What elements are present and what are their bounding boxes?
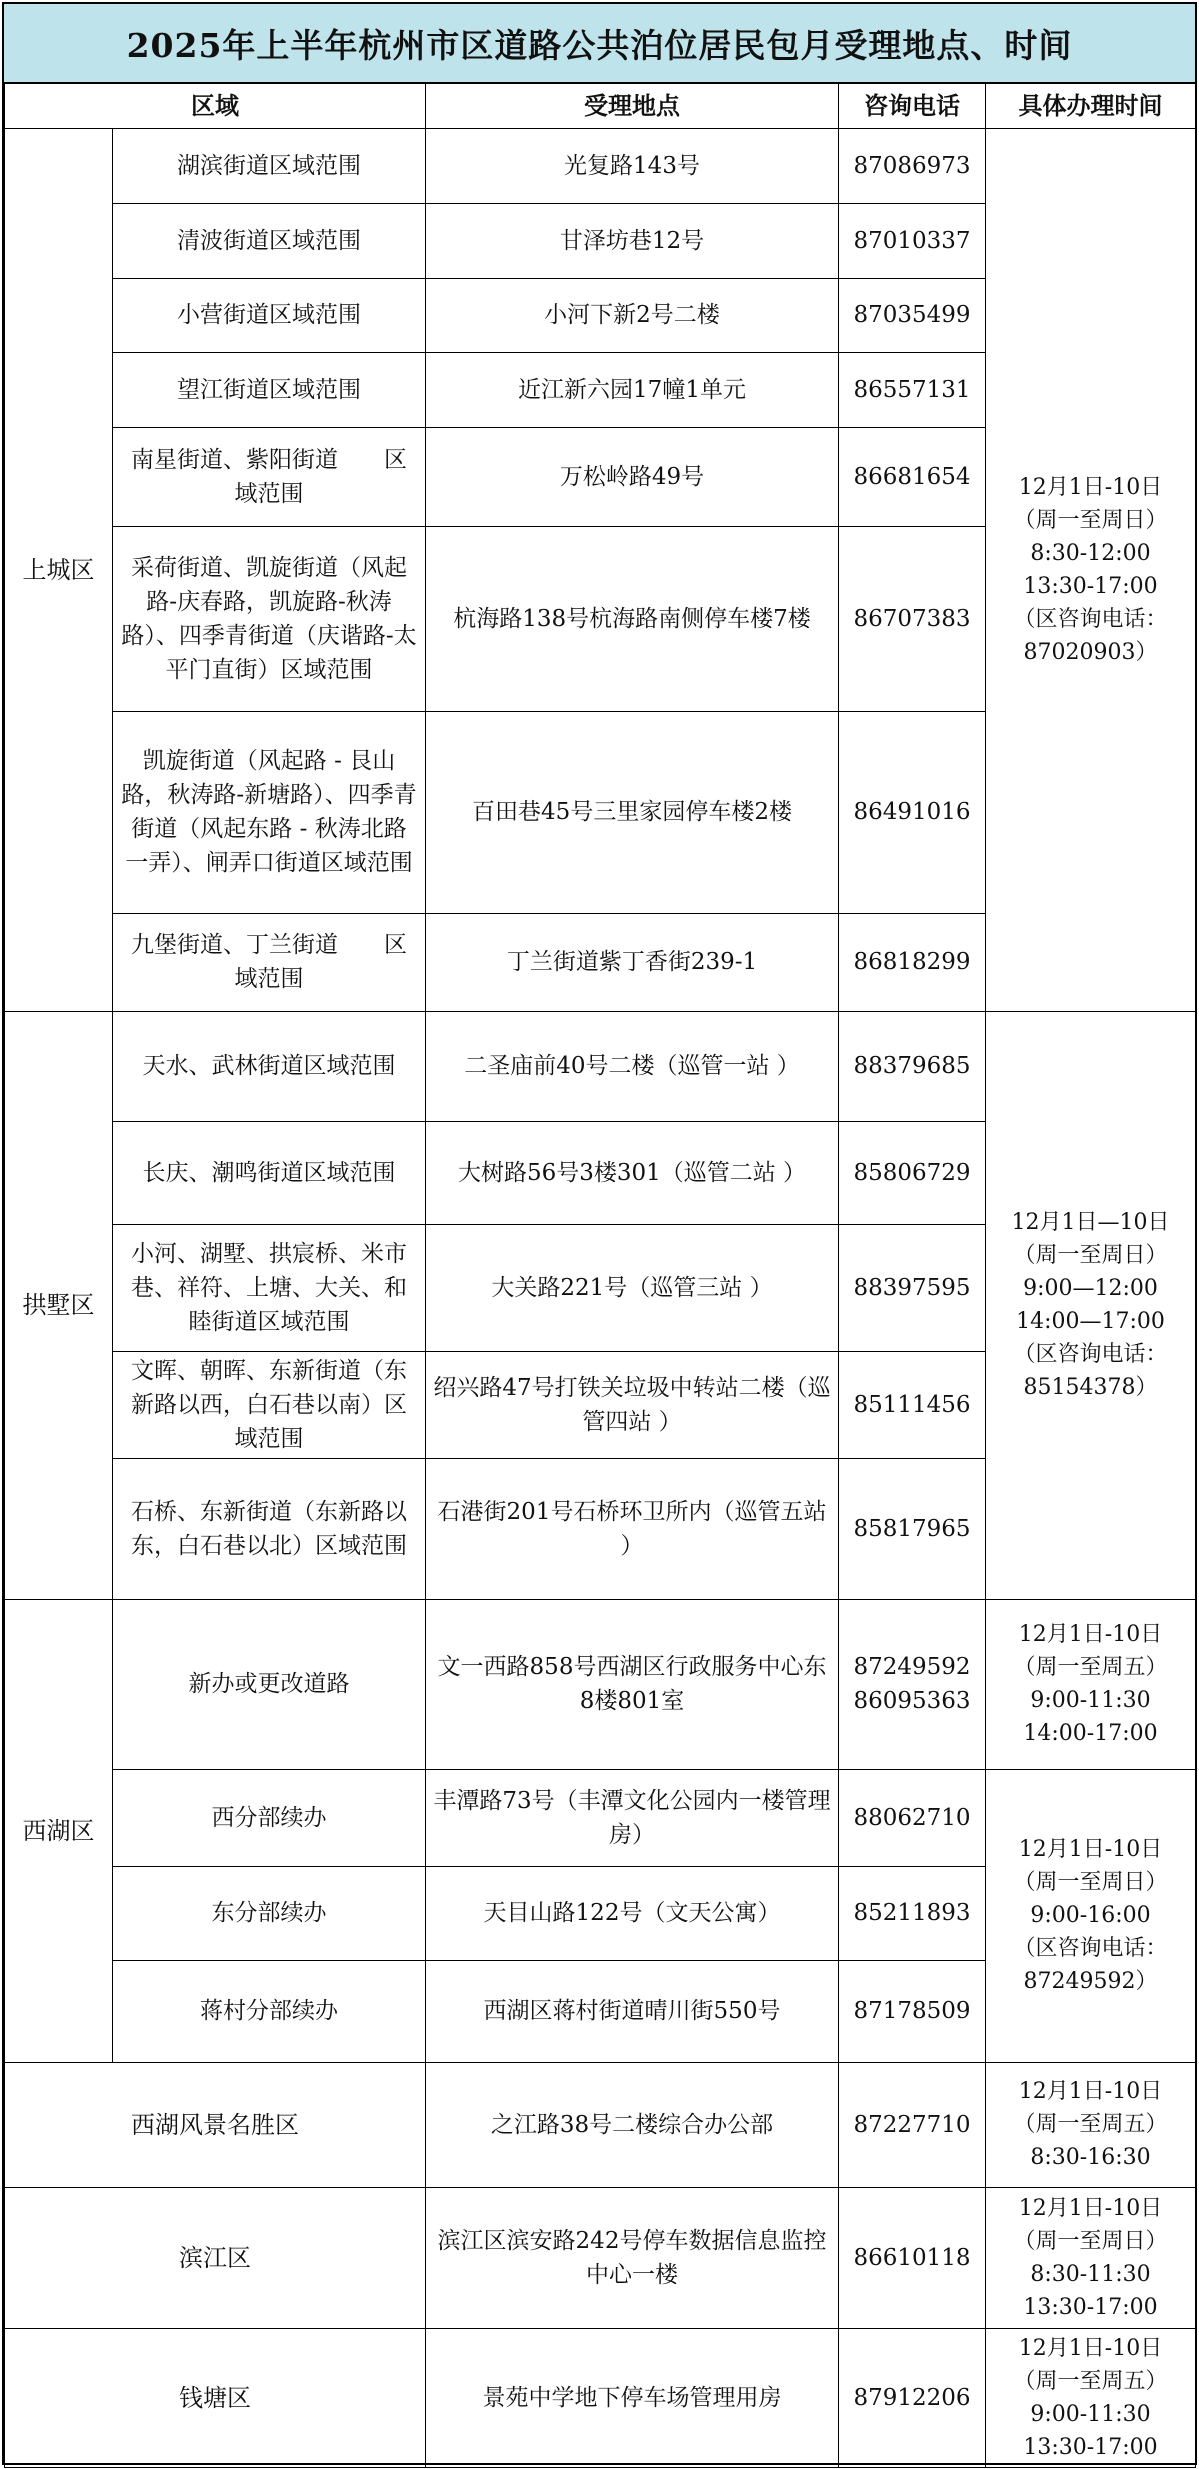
area-cell: 九堡街道、丁兰街道 区域范围 xyxy=(113,913,426,1011)
district-shangcheng: 上城区 xyxy=(5,128,113,1011)
phone-cell: 88397595 xyxy=(839,1224,986,1351)
time-line: 14:00—17:00 xyxy=(1016,1309,1165,1334)
location-cell: 之江路38号二楼综合办公部 xyxy=(426,2062,839,2187)
district-xihu: 西湖区 xyxy=(5,1599,113,2062)
phone-cell: 86681654 xyxy=(839,427,986,526)
location-cell: 绍兴路47号打铁关垃圾中转站二楼（巡管四站 ） xyxy=(426,1351,839,1458)
table-row xyxy=(5,128,1196,203)
district-gongshu: 拱墅区 xyxy=(5,1011,113,1599)
area-cell: 采荷街道、凯旋街道（风起路-庆春路，凯旋路-秋涛路）、四季青街道（庆谐路-太平门直街）区域范围 xyxy=(113,526,426,711)
location-cell: 百田巷45号三里家园停车楼2楼 xyxy=(426,711,839,913)
time-line: （周一至周五） xyxy=(1013,1655,1168,1680)
phone-cell: 86491016 xyxy=(839,711,986,913)
phone-line: 86095363 xyxy=(853,1688,971,1714)
time-cell-shangcheng xyxy=(986,128,1196,1011)
time-line: （区咨询电话： xyxy=(1013,1342,1168,1367)
phone-cell: 85817965 xyxy=(839,1458,986,1599)
time-line: 87020903） xyxy=(1023,639,1158,665)
area-cell: 长庆、潮鸣街道区域范围 xyxy=(113,1121,426,1224)
location-cell: 景苑中学地下停车场管理用房 xyxy=(426,2328,839,2467)
time-line: 9:00-11:30 xyxy=(1030,1688,1151,1713)
time-line: 12月1日-10日 xyxy=(1018,1622,1163,1647)
phone-cell: 87086973 xyxy=(839,128,986,203)
time-cell-qiantang xyxy=(986,2328,1196,2467)
time-line: （区咨询电话： xyxy=(1013,1936,1168,1961)
district-qiantang: 钱塘区 xyxy=(5,2328,426,2467)
table-row xyxy=(5,2062,1196,2187)
location-cell: 滨江区滨安路242号停车数据信息监控中心一楼 xyxy=(426,2187,839,2328)
time-line: 8:30-16:30 xyxy=(1030,2145,1151,2170)
time-line: 9:00-16:00 xyxy=(1030,1903,1151,1928)
time-cell-binjiang xyxy=(986,2187,1196,2328)
time-line: 13:30-17:00 xyxy=(1023,2434,1158,2460)
area-cell: 湖滨街道区域范围 xyxy=(113,128,426,203)
location-cell: 甘泽坊巷12号 xyxy=(426,203,839,278)
time-line: （周一至周日） xyxy=(1013,1243,1168,1268)
phone-cell: 87178509 xyxy=(839,1960,986,2062)
phone-cell: 85111456 xyxy=(839,1351,986,1458)
phone-cell: 86707383 xyxy=(839,526,986,711)
location-cell: 大关路221号（巡管三站 ） xyxy=(426,1224,839,1351)
time-line: 85154378） xyxy=(1023,1375,1158,1400)
location-cell: 大树路56号3楼301（巡管二站 ） xyxy=(426,1121,839,1224)
area-cell: 小营街道区域范围 xyxy=(113,278,426,352)
time-line: 12月1日-10日 xyxy=(1018,2335,1163,2361)
location-cell: 近江新六园17幢1单元 xyxy=(426,352,839,427)
phone-cell xyxy=(839,1599,986,1769)
area-cell: 小河、湖墅、拱宸桥、米市巷、祥符、上塘、大关、和睦街道区域范围 xyxy=(113,1224,426,1351)
location-cell: 石港街201号石桥环卫所内（巡管五站 ） xyxy=(426,1458,839,1599)
time-line: 8:30-12:00 xyxy=(1030,540,1151,566)
table-row xyxy=(5,2187,1196,2328)
phone-cell: 86610118 xyxy=(839,2187,986,2328)
location-cell: 杭海路138号杭海路南侧停车楼7楼 xyxy=(426,526,839,711)
schedule-sheet xyxy=(2,2,1197,2465)
location-cell: 小河下新2号二楼 xyxy=(426,278,839,352)
area-cell: 东分部续办 xyxy=(113,1866,426,1960)
location-cell: 光复路143号 xyxy=(426,128,839,203)
location-cell: 万松岭路49号 xyxy=(426,427,839,526)
time-line: 9:00-11:30 xyxy=(1030,2401,1151,2427)
area-cell: 清波街道区域范围 xyxy=(113,203,426,278)
area-cell: 文晖、朝晖、东新街道（东新路以西，白石巷以南）区域范围 xyxy=(113,1351,426,1458)
time-line: 8:30-11:30 xyxy=(1030,2261,1151,2287)
district-scenic: 西湖风景名胜区 xyxy=(5,2062,426,2187)
table-row xyxy=(5,1011,1196,1121)
header-row xyxy=(5,84,1196,128)
schedule-table xyxy=(4,84,1196,2468)
phone-cell: 88062710 xyxy=(839,1769,986,1866)
area-cell: 石桥、东新街道（东新路以东，白石巷以北）区域范围 xyxy=(113,1458,426,1599)
time-line: （周一至周日） xyxy=(1013,507,1168,533)
header-time: 具体办理时间 xyxy=(986,84,1196,128)
phone-cell: 86818299 xyxy=(839,913,986,1011)
table-row xyxy=(5,1599,1196,1769)
time-cell-scenic xyxy=(986,2062,1196,2187)
area-cell: 望江街道区域范围 xyxy=(113,352,426,427)
phone-cell: 87912206 xyxy=(839,2328,986,2467)
area-cell: 南星街道、紫阳街道 区域范围 xyxy=(113,427,426,526)
phone-cell: 86557131 xyxy=(839,352,986,427)
time-line: （周一至周五） xyxy=(1013,2368,1168,2394)
area-cell: 凯旋街道（风起路 - 艮山路，秋涛路-新塘路）、四季青街道（风起东路 - 秋涛北路一弄）、闸弄口街道区域范围 xyxy=(113,711,426,913)
time-line: 13:30-17:00 xyxy=(1023,573,1158,599)
phone-cell: 85211893 xyxy=(839,1866,986,1960)
time-line: 12月1日-10日 xyxy=(1018,474,1163,500)
time-line: 9:00—12:00 xyxy=(1023,1276,1158,1301)
header-location: 受理地点 xyxy=(426,84,839,128)
time-line: （周一至周日） xyxy=(1013,2228,1168,2254)
time-line: （周一至周五） xyxy=(1013,2112,1168,2137)
phone-cell: 87227710 xyxy=(839,2062,986,2187)
header-phone: 咨询电话 xyxy=(839,84,986,128)
time-line: 12月1日-10日 xyxy=(1018,2079,1163,2104)
district-binjiang: 滨江区 xyxy=(5,2187,426,2328)
area-cell: 新办或更改道路 xyxy=(113,1599,426,1769)
time-line: （周一至周日） xyxy=(1013,1870,1168,1895)
phone-line: 87249592 xyxy=(853,1654,971,1680)
time-line: 12月1日—10日 xyxy=(1011,1210,1170,1235)
table-row xyxy=(5,2328,1196,2467)
phone-cell: 85806729 xyxy=(839,1121,986,1224)
time-cell-xihu-new xyxy=(986,1599,1196,1769)
time-line: 87249592） xyxy=(1023,1969,1158,1994)
location-cell: 丰潭路73号（丰潭文化公园内一楼管理房） xyxy=(426,1769,839,1866)
phone-cell: 88379685 xyxy=(839,1011,986,1121)
location-cell: 天目山路122号（文天公寓） xyxy=(426,1866,839,1960)
area-cell: 蒋村分部续办 xyxy=(113,1960,426,2062)
phone-cell: 87035499 xyxy=(839,278,986,352)
page-title: 2025年上半年杭州市区道路公共泊位居民包月受理地点、时间 xyxy=(4,4,1195,84)
time-line: 13:30-17:00 xyxy=(1023,2294,1158,2320)
time-cell-xihu-renew xyxy=(986,1769,1196,2062)
location-cell: 西湖区蒋村街道晴川街550号 xyxy=(426,1960,839,2062)
time-cell-gongshu xyxy=(986,1011,1196,1599)
location-cell: 二圣庙前40号二楼（巡管一站 ） xyxy=(426,1011,839,1121)
location-cell: 文一西路858号西湖区行政服务中心东8楼801室 xyxy=(426,1599,839,1769)
time-line: 12月1日-10日 xyxy=(1018,2195,1163,2221)
table-row xyxy=(5,1769,1196,1866)
time-line: 14:00-17:00 xyxy=(1023,1721,1158,1746)
header-region: 区域 xyxy=(5,84,426,128)
time-line: （区咨询电话： xyxy=(1013,606,1168,632)
phone-cell: 87010337 xyxy=(839,203,986,278)
area-cell: 西分部续办 xyxy=(113,1769,426,1866)
area-cell: 天水、武林街道区域范围 xyxy=(113,1011,426,1121)
time-line: 12月1日-10日 xyxy=(1018,1837,1163,1862)
location-cell: 丁兰街道紫丁香街239-1 xyxy=(426,913,839,1011)
